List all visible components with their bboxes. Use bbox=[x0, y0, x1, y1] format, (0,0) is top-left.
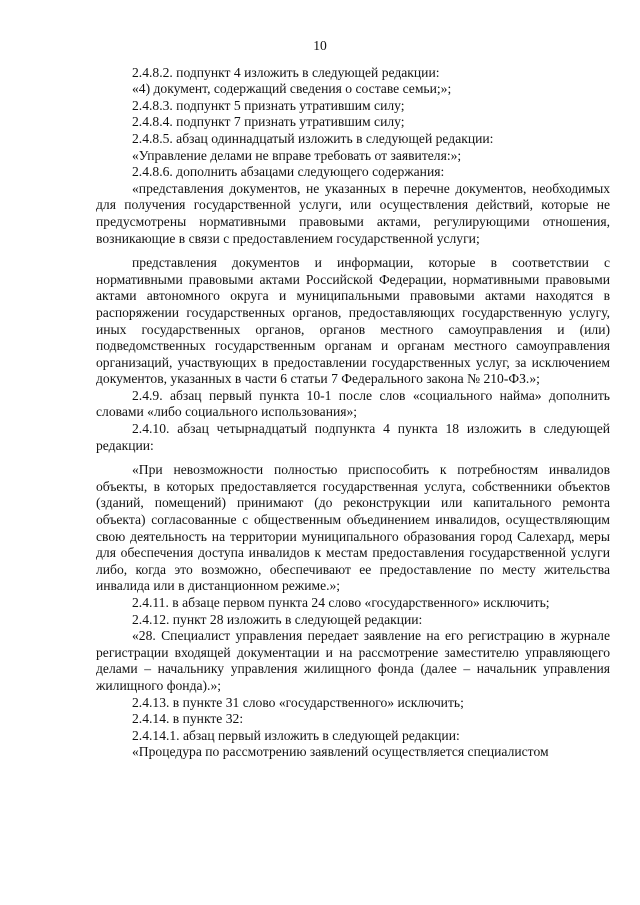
paragraph-2-4-8-2: 2.4.8.2. подпункт 4 изложить в следующей редакции: bbox=[132, 64, 440, 80]
paragraph-2-4-8-6: 2.4.8.6. дополнить абзацами следующего содержания: bbox=[132, 164, 445, 180]
paragraph-2-4-8-3: 2.4.8.3. подпункт 5 признать утратившим силу; bbox=[132, 97, 405, 113]
paragraph-quote-documents: «представления документов, не указанных в перечне документов, необходимых для получения государственной услуги, или осуществления действий, которые не предусмотрены нормативными правовыми актами, регулирующими отношения, возникающие в связи с предоставлением государственной услуги; bbox=[96, 180, 610, 246]
paragraph-2-4-12: 2.4.12. пункт 28 изложить в следующей редакции: bbox=[132, 611, 423, 627]
paragraph-2-4-14-1: 2.4.14.1. абзац первый изложить в следующей редакции: bbox=[132, 727, 460, 743]
paragraph-2-4-10: 2.4.10. абзац четырнадцатый подпункта 4 пункта 18 изложить в следующей редакции: bbox=[96, 421, 610, 453]
paragraph-quote-management: «Управление делами не вправе требовать от заявителя:»; bbox=[132, 147, 462, 163]
paragraph-2-4-14: 2.4.14. в пункте 32: bbox=[132, 711, 244, 727]
paragraph-2-4-9: 2.4.9. абзац первый пункта 10-1 после слов «социального найма» дополнить словами «либо социального использования»; bbox=[96, 387, 610, 420]
paragraph-quote-item-4: «4) документ, содержащий сведения о составе семьи;»; bbox=[132, 81, 452, 97]
paragraph-quote-item-28: «28. Специалист управления передает заявление на его регистрацию в журнале регистрации входящей документации и на рассмотрение заместителю управляющего делами – начальнику управления жилищного фонда (далее – начальник управления жилищного фонда).»; bbox=[96, 628, 610, 693]
paragraph-quote-procedure: «Процедура по рассмотрению заявлений осуществляется специалистом bbox=[132, 744, 549, 760]
paragraph-documents-information: представления документов и информации, которые в соответствии с нормативными правовыми актами Российской Федерации, нормативными правовыми актами автономного округа и муниципальными правовыми актами находятся в распоряжении государственных органов, предоставляющих государственную услугу, иных государственных органов, органов местного самоуправления и (или) подведомственных государственным органам и органам местного самоуправления организаций, участвующих в предоставлении государственных услуг, за исключением документов, указанных в части 6 статьи 7 Федерального закона № 210-ФЗ.»; bbox=[96, 255, 610, 387]
page-number: 10 bbox=[313, 38, 327, 53]
paragraph-quote-disabled-access: «При невозможности полностью приспособить к потребностям инвалидов объекты, в которых предоставляется государственная услуга, собственники объектов (зданий, помещений) принимают (до реконструкции или капитального ремонта объекта) согласованные с общественным объединением инвалидов, осуществляющим свою деятельность на территории муниципального образования город Салехард, меры для обеспечения доступа инвалидов к местам предоставления государственной услуги либо, когда это возможно, обеспечивают ее предоставление по месту жительства инвалида или в дистанционном режиме.»; bbox=[96, 462, 610, 594]
paragraph-2-4-8-5: 2.4.8.5. абзац одиннадцатый изложить в следующей редакции: bbox=[132, 130, 494, 146]
paragraph-2-4-8-4: 2.4.8.4. подпункт 7 признать утратившим силу; bbox=[132, 114, 405, 130]
paragraph-2-4-11: 2.4.11. в абзаце первом пункта 24 слово «государственного» исключить; bbox=[132, 595, 550, 610]
paragraph-2-4-13: 2.4.13. в пункте 31 слово «государственного» исключить; bbox=[132, 694, 464, 710]
